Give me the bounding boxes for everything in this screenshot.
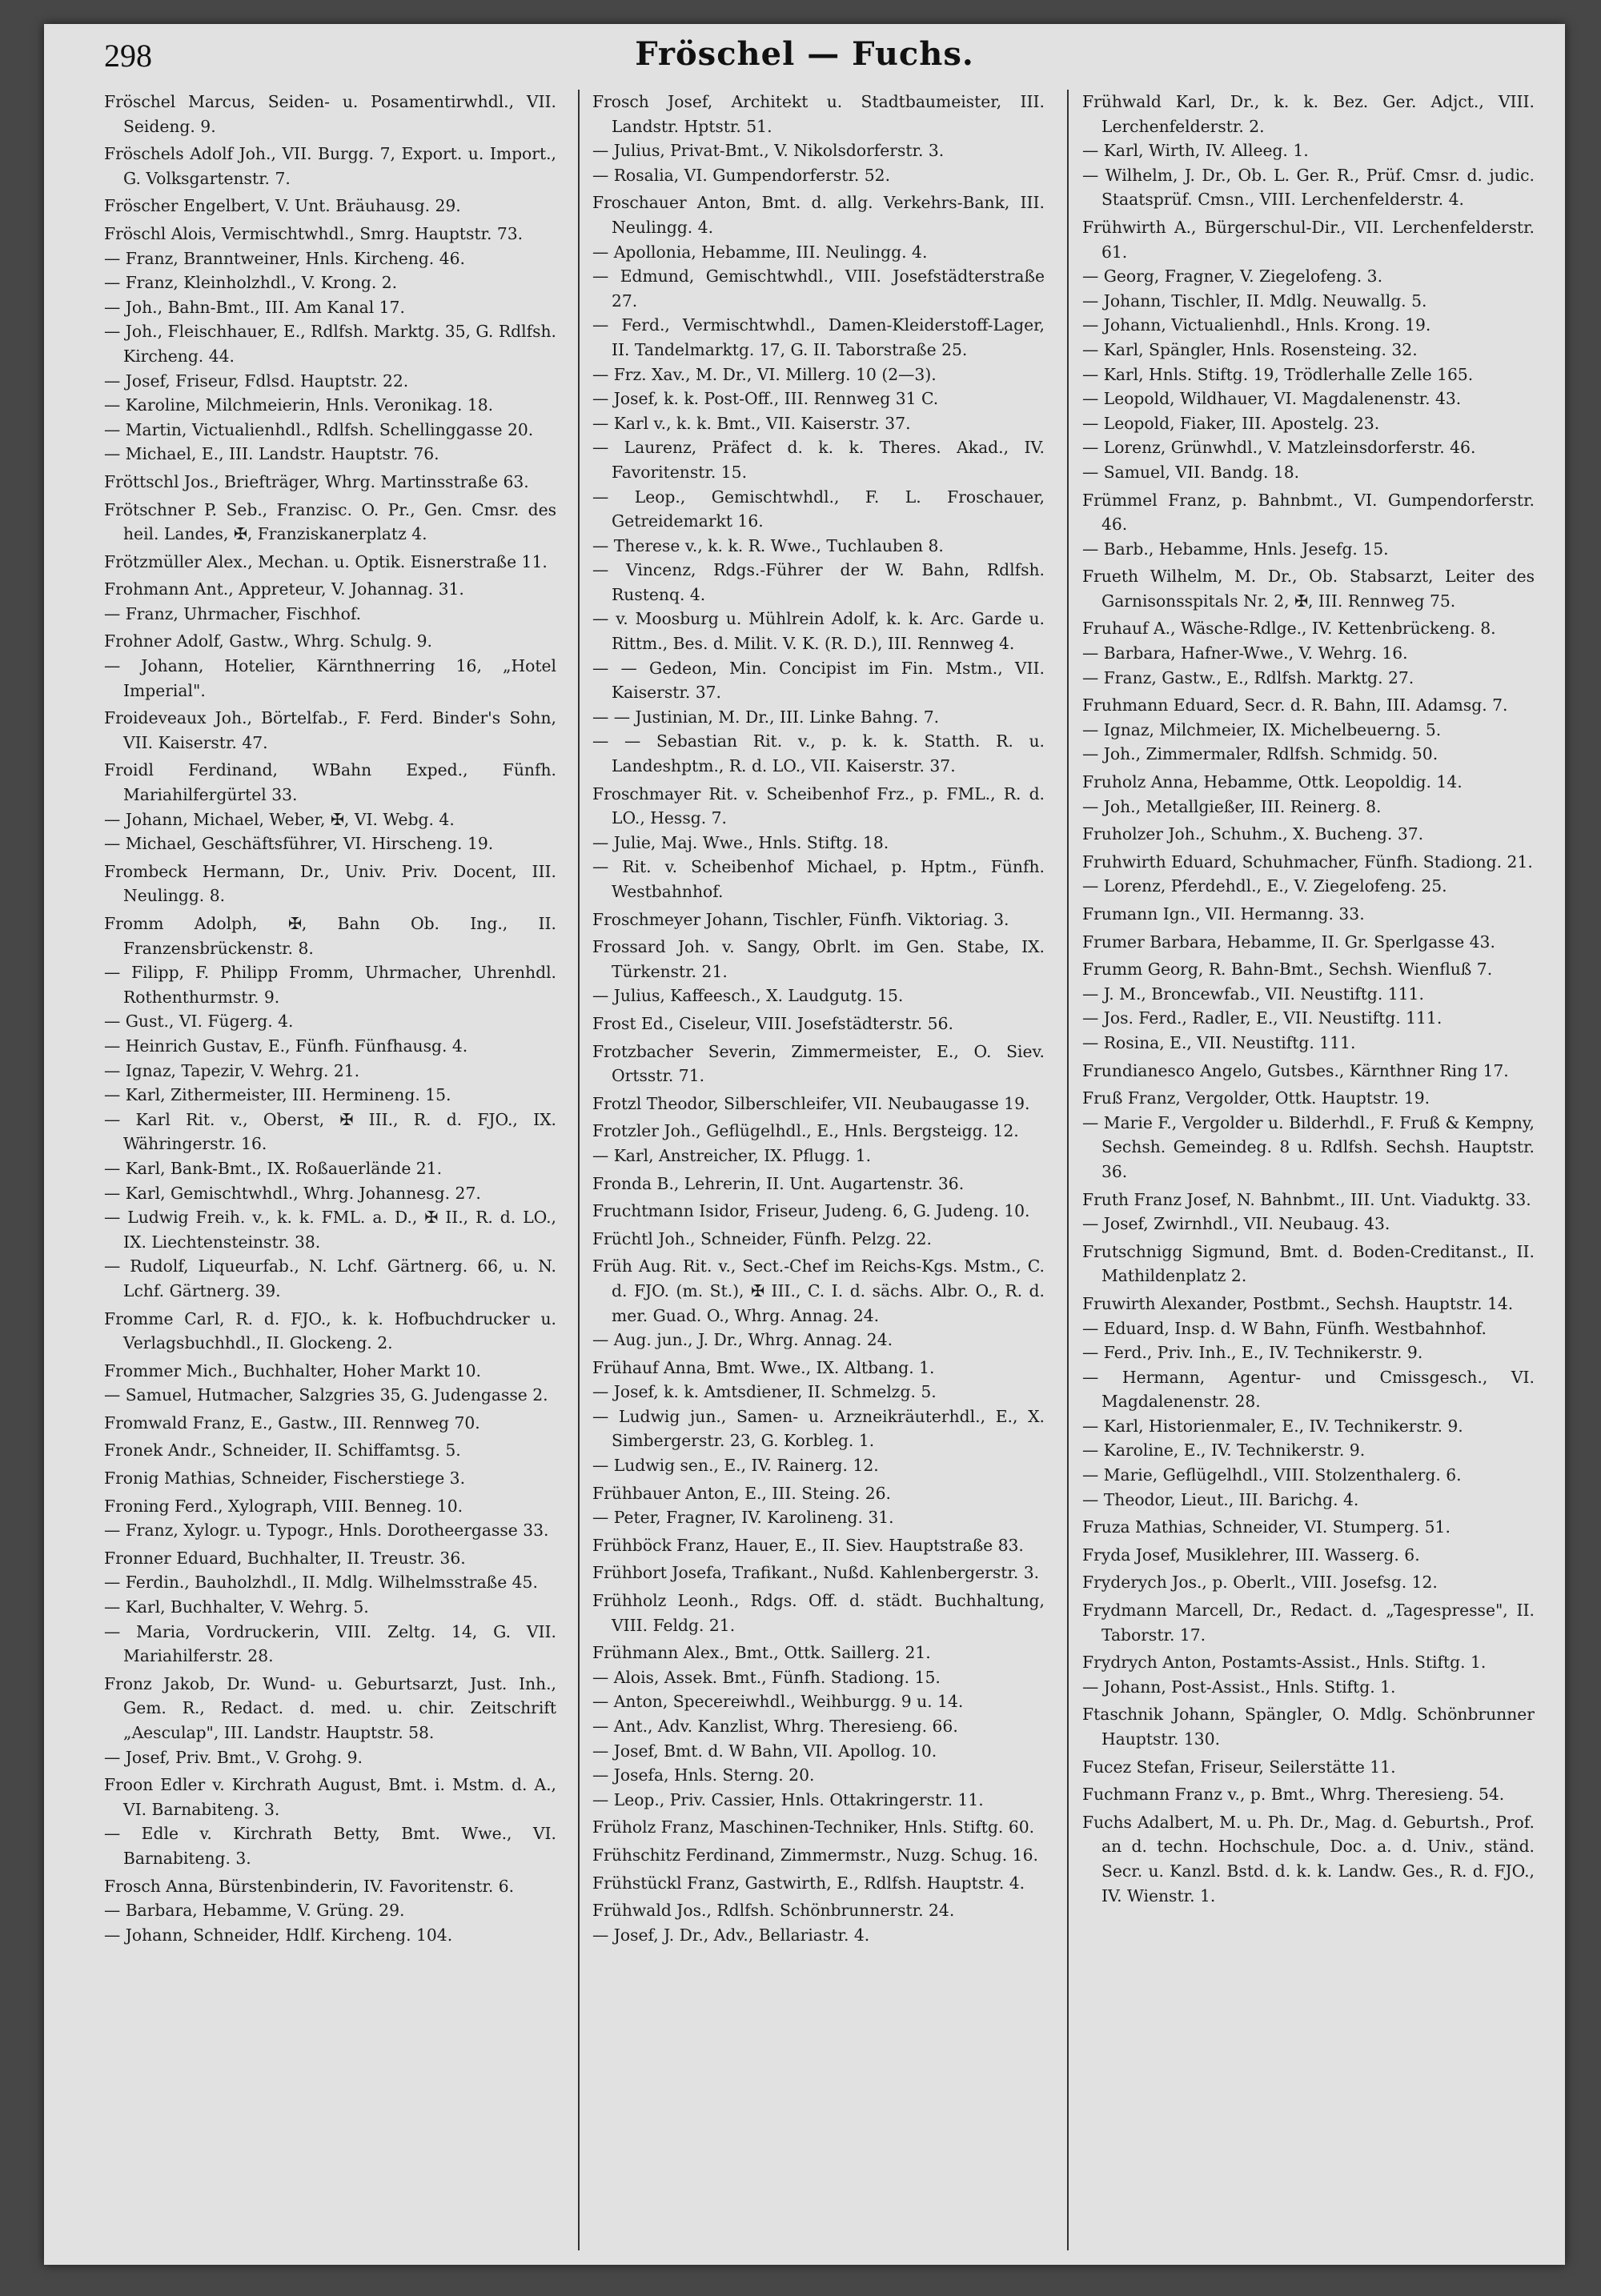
directory-entry: Frühauf Anna, Bmt. Wwe., IX. Altbang. 1.	[592, 1357, 935, 1377]
directory-subentry: — Franz, Kleinholzhdl., V. Krong. 2.	[104, 273, 398, 293]
directory-subentry: — Hermann, Agentur- und Cmissgesch., VI. Magdalenenstr. 28.	[1082, 1367, 1535, 1412]
directory-entry: Fronek Andr., Schneider, II. Schiffamtsg. 5.	[104, 1441, 461, 1461]
directory-subentry: — Edmund, Gemischtwhdl., VIII. Josefstädterstraße 27.	[592, 266, 1045, 311]
directory-entry: Frühböck Franz, Hauer, E., II. Siev. Hauptstraße 83.	[592, 1535, 1024, 1555]
column-rule	[578, 90, 580, 2250]
directory-entry: Frotzl Theodor, Silberschleifer, VII. Neubaugasse 19.	[592, 1093, 1030, 1113]
directory-subentry: — Eduard, Insp. d. W Bahn, Fünfh. Westbahnhof.	[1082, 1318, 1487, 1338]
directory-subentry: — Michael, Geschäftsführer, VI. Hirscheng. 19.	[104, 834, 494, 854]
directory-subentry: — Marie, Geflügelhdl., VIII. Stolzenthalerg. 6.	[1082, 1465, 1462, 1485]
directory-entry: Fröschel Marcus, Seiden- u. Posamentirwhdl., VII. Seideng. 9.	[104, 92, 556, 136]
directory-subentry: — Josef, Friseur, Fdlsd. Hauptstr. 22.	[104, 371, 409, 391]
directory-entry: Frotzler Joh., Geflügelhdl., E., Hnls. Bergsteigg. 12.	[592, 1121, 1019, 1141]
directory-entry: Frühwald Jos., Rdlfsh. Schönbrunnerstr. 24.	[592, 1901, 955, 1921]
directory-subentry: — Theodor, Lieut., III. Barichg. 4.	[1082, 1489, 1359, 1509]
directory-subentry: — Leopold, Wildhauer, VI. Magdalenenstr. 43.	[1082, 389, 1462, 409]
directory-subentry: — Karl, Buchhalter, V. Wehrg. 5.	[104, 1597, 369, 1617]
directory-subentry: — Laurenz, Präfect d. k. k. Theres. Akad., IV. Favoritenstr. 15.	[592, 438, 1045, 482]
directory-entry: Fruwirth Alexander, Postbmt., Sechsh. Hauptstr. 14.	[1082, 1293, 1514, 1313]
directory-entry: Frotzbacher Severin, Zimmermeister, E., O. Siev. Ortsstr. 71.	[592, 1041, 1045, 1086]
directory-entry: Frueth Wilhelm, M. Dr., Ob. Stabsarzt, Leiter des Garnisonsspitals Nr. 2, ✠, III. Rennweg 75.	[1082, 567, 1535, 611]
directory-subentry: — Therese v., k. k. R. Wwe., Tuchlauben 8.	[592, 535, 944, 555]
directory-subentry: — Franz, Branntweiner, Hnls. Kircheng. 46.	[104, 248, 465, 268]
directory-subentry: — Edle v. Kirchrath Betty, Bmt. Wwe., VI. Barnabiteng. 3.	[104, 1824, 556, 1868]
directory-subentry: — Martin, Victualienhdl., Rdlfsh. Schellinggasse 20.	[104, 419, 534, 439]
directory-subentry: — Rosina, E., VII. Neustiftg. 111.	[1082, 1032, 1356, 1052]
directory-entry: Fruhwirth Eduard, Schuhmacher, Fünfh. Stadiong. 21.	[1082, 851, 1533, 872]
directory-subentry: — Karoline, E., IV. Technikerstr. 9.	[1082, 1441, 1366, 1461]
directory-subentry: — Leop., Gemischtwhdl., F. L. Froschauer, Getreidemarkt 16.	[592, 487, 1045, 531]
directory-subentry: — Apollonia, Hebamme, III. Neulingg. 4.	[592, 242, 928, 262]
directory-subentry: — Barbara, Hebamme, V. Grüng. 29.	[104, 1901, 405, 1921]
directory-subentry: — Gust., VI. Fügerg. 4.	[104, 1012, 294, 1032]
directory-subentry: — Rudolf, Liqueurfab., N. Lchf. Gärtnerg. 66, u. N. Lchf. Gärtnerg. 39.	[104, 1256, 556, 1300]
directory-subentry: — Ignaz, Milchmeier, IX. Michelbeuerng. 5.	[1082, 719, 1442, 739]
directory-subentry: — Julius, Privat-Bmt., V. Nikolsdorferstr. 3.	[592, 141, 945, 161]
directory-entry: Froschmayer Rit. v. Scheibenhof Frz., p. FML., R. d. LO., Hessg. 7.	[592, 783, 1045, 828]
directory-subentry: — Joh., Metallgießer, III. Reinerg. 8.	[1082, 796, 1382, 816]
directory-entry: Fröschels Adolf Joh., VII. Burgg. 7, Export. u. Import., G. Volksgartenstr. 7.	[104, 144, 556, 188]
directory-subentry: — Lorenz, Grünwhdl., V. Matzleinsdorferstr. 46.	[1082, 438, 1476, 458]
directory-entry: Früh Aug. Rit. v., Sect.-Chef im Reichs-Kgs. Mstm., C. d. FJO. (m. St.), ✠ III., C. I. d. sächs. Albr. O., R. d. mer. Guad. O., Whrg. Annag. 24.	[592, 1256, 1045, 1325]
directory-subentry: — Alois, Assek. Bmt., Fünfh. Stadiong. 15.	[592, 1667, 941, 1687]
directory-subentry: — Karoline, Milchmeierin, Hnls. Veronikag. 18.	[104, 395, 494, 415]
directory-entry: Fruth Franz Josef, N. Bahnbmt., III. Unt. Viaduktg. 33.	[1082, 1189, 1531, 1209]
directory-entry: Froschauer Anton, Bmt. d. allg. Verkehrs-Bank, III. Neulingg. 4.	[592, 193, 1045, 237]
directory-subentry: — Karl Rit. v., Oberst, ✠ III., R. d. FJO., IX. Währingerstr. 16.	[104, 1109, 556, 1154]
directory-subentry: — Ferd., Vermischtwhdl., Damen-Kleiderstoff-Lager, II. Tandelmarktg. 17, G. II. Taborstraße 25.	[592, 315, 1045, 359]
directory-entry: Fronig Mathias, Schneider, Fischerstiege 3.	[104, 1469, 466, 1489]
directory-entry: Früchtl Joh., Schneider, Fünfh. Pelzg. 22.	[592, 1228, 932, 1248]
directory-subentry: — Filipp, F. Philipp Fromm, Uhrmacher, Uhrenhdl. Rothenthurmstr. 9.	[104, 963, 556, 1007]
directory-entry: Frümmel Franz, p. Bahnbmt., VI. Gumpendorferstr. 46.	[1082, 490, 1535, 535]
directory-entry: Frumer Barbara, Hebamme, II. Gr. Sperlgasse 43.	[1082, 932, 1495, 952]
directory-subentry: — Ant., Adv. Kanzlist, Whrg. Theresieng. 66.	[592, 1717, 958, 1736]
directory-subentry: — Frz. Xav., M. Dr., VI. Millerg. 10 (2—3).	[592, 364, 937, 384]
directory-subentry: — Rosalia, VI. Gumpendorferstr. 52.	[592, 165, 891, 185]
directory-subentry: — Karl, Hnls. Stiftg. 19, Trödlerhalle Zelle 165.	[1082, 364, 1474, 384]
directory-entry: Froschmeyer Johann, Tischler, Fünfh. Viktoriag. 3.	[592, 909, 1009, 929]
directory-entry: Fucez Stefan, Friseur, Seilerstätte 11.	[1082, 1757, 1396, 1777]
directory-subentry: — Josef, Priv. Bmt., V. Grohg. 9.	[104, 1747, 363, 1767]
directory-subentry: — Josefa, Hnls. Sterng. 20.	[592, 1765, 815, 1785]
directory-subentry: — J. M., Broncewfab., VII. Neustiftg. 111.	[1082, 984, 1424, 1004]
directory-entry: Frost Ed., Ciseleur, VIII. Josefstädterstr. 56.	[592, 1013, 953, 1033]
directory-subentry: — Ludwig jun., Samen- u. Arzneikräuterhdl., E., X. Simbergerstr. 23, G. Korbleg. 1.	[592, 1406, 1045, 1451]
directory-entry: Froning Ferd., Xylograph, VIII. Benneg. 10.	[104, 1496, 463, 1516]
directory-subentry: — Lorenz, Pferdehdl., E., V. Ziegelofeng. 25.	[1082, 876, 1447, 896]
directory-entry: Frumann Ign., VII. Hermanng. 33.	[1082, 904, 1365, 924]
directory-subentry: — Johann, Tischler, II. Mdlg. Neuwallg. 5.	[1082, 291, 1427, 311]
column-2	[592, 90, 1045, 2250]
directory-entry: Fruholz Anna, Hebamme, Ottk. Leopoldig. 14.	[1082, 772, 1463, 792]
directory-subentry: — Franz, Gastw., E., Rdlfsh. Marktg. 27.	[1082, 667, 1414, 687]
directory-subentry: — — Justinian, M. Dr., III. Linke Bahng. 7.	[592, 707, 940, 727]
directory-entry: Frühschitz Ferdinand, Zimmermstr., Nuzg. Schug. 16.	[592, 1845, 1038, 1865]
directory-subentry: — Karl v., k. k. Bmt., VII. Kaiserstr. 37.	[592, 413, 911, 433]
directory-subentry: — Aug. jun., J. Dr., Whrg. Annag. 24.	[592, 1330, 893, 1350]
directory-subentry: — Marie F., Vergolder u. Bilderhdl., F. Fruß & Kempny, Sechsh. Gemeindeg. 8 u. Rdlfsh. Sechsh. Hauptstr. 36.	[1082, 1112, 1535, 1181]
directory-subentry: — Leop., Priv. Cassier, Hnls. Ottakringerstr. 11.	[592, 1789, 984, 1809]
directory-subentry: — Samuel, VII. Bandg. 18.	[1082, 462, 1300, 482]
directory-subentry: — Leopold, Fiaker, III. Apostelg. 23.	[1082, 413, 1380, 433]
directory-entry: Fröttschl Jos., Briefträger, Whrg. Martinsstraße 63.	[104, 471, 529, 491]
directory-subentry: — Ludwig Freih. v., k. k. FML. a. D., ✠ II., R. d. LO., IX. Liechtensteinstr. 38.	[104, 1208, 556, 1252]
directory-subentry: — Joh., Bahn-Bmt., III. Am Kanal 17.	[104, 297, 405, 317]
directory-entry: Fryderych Jos., p. Oberlt., VIII. Josefsg. 12.	[1082, 1573, 1438, 1593]
directory-entry: Frydmann Marcell, Dr., Redact. d. „Tagespresse", II. Taborstr. 17.	[1082, 1601, 1535, 1645]
directory-subentry: — Julius, Kaffeesch., X. Laudgutg. 15.	[592, 986, 904, 1006]
directory-entry: Fruhmann Eduard, Secr. d. R. Bahn, III. Adamsg. 7.	[1082, 695, 1508, 715]
directory-subentry: — Michael, E., III. Landstr. Hauptstr. 76.	[104, 444, 439, 464]
page-header	[44, 30, 1565, 86]
directory-subentry: — Georg, Fragner, V. Ziegelofeng. 3.	[1082, 266, 1383, 286]
directory-entry: Frühwirth A., Bürgerschul-Dir., VII. Lerchenfelderstr. 61.	[1082, 217, 1535, 262]
directory-subentry: — Karl, Historienmaler, E., IV. Technikerstr. 9.	[1082, 1416, 1463, 1436]
directory-subentry: — Anton, Specereiwhdl., Weihburgg. 9 u. 14.	[592, 1692, 964, 1712]
directory-subentry: — Karl, Wirth, IV. Alleeg. 1.	[1082, 141, 1309, 161]
directory-entry: Fromwald Franz, E., Gastw., III. Rennweg 70.	[104, 1412, 480, 1432]
directory-entry: Frühbort Josefa, Trafikant., Nußd. Kahlenbergerstr. 3.	[592, 1563, 1040, 1583]
directory-subentry: — Josef, k. k. Amtsdiener, II. Schmelzg. 5.	[592, 1382, 937, 1402]
directory-entry: Fröscher Engelbert, V. Unt. Bräuhausg. 29.	[104, 196, 461, 216]
directory-subentry: — Julie, Maj. Wwe., Hnls. Stiftg. 18.	[592, 832, 889, 852]
directory-entry: Frundianesco Angelo, Gutsbes., Kärnthner Ring 17.	[1082, 1060, 1509, 1080]
directory-subentry: — Vincenz, Rdgs.-Führer der W. Bahn, Rdlfsh. Rustenq. 4.	[592, 560, 1045, 604]
directory-subentry: — — Gedeon, Min. Concipist im Fin. Mstm., VII. Kaiserstr. 37.	[592, 658, 1045, 703]
directory-entry: Fronda B., Lehrerin, II. Unt. Augartenstr. 36.	[592, 1173, 965, 1193]
directory-subentry: — Johann, Michael, Weber, ✠, VI. Webg. 4.	[104, 809, 455, 829]
directory-subentry: — Joh., Zimmermaler, Rdlfsh. Schmidg. 50.	[1082, 744, 1438, 764]
directory-subentry: — Johann, Hotelier, Kärnthnerring 16, „Hotel Imperial".	[104, 656, 556, 700]
directory-entry: Fryda Josef, Musiklehrer, III. Wasserg. 6.	[1082, 1545, 1420, 1565]
directory-subentry: — — Sebastian Rit. v., p. k. k. Statth. R. u. Landeshptm., R. d. LO., VII. Kaiserstr. 37.	[592, 731, 1045, 776]
directory-subentry: — Barbara, Hafner-Wwe., V. Wehrg. 16.	[1082, 643, 1408, 663]
directory-entry: Frombeck Hermann, Dr., Univ. Priv. Docent, III. Neulingg. 8.	[104, 861, 556, 906]
directory-entry: Fruholzer Joh., Schuhm., X. Bucheng. 37.	[1082, 824, 1424, 844]
directory-entry: Fruza Mathias, Schneider, VI. Stumperg. 51.	[1082, 1517, 1451, 1537]
directory-subentry: — Peter, Fragner, IV. Karolineng. 31.	[592, 1508, 894, 1528]
directory-subentry: — Karl, Anstreicher, IX. Pflugg. 1.	[592, 1145, 872, 1165]
directory-subentry: — Ferdin., Bauholzhdl., II. Mdlg. Wilhelmsstraße 45.	[104, 1573, 538, 1593]
page-number: 298	[104, 38, 152, 74]
directory-subentry: — Wilhelm, J. Dr., Ob. L. Ger. R., Prüf. Cmsr. d. judic. Staatsprüf. Cmsn., VIII. Lerchenfelderstr. 4.	[1082, 165, 1535, 210]
directory-entry: Frommer Mich., Buchhalter, Hoher Markt 10.	[104, 1360, 481, 1380]
directory-subentry: — Joh., Fleischhauer, E., Rdlfsh. Marktg. 35, G. Rdlfsh. Kircheng. 44.	[104, 322, 556, 366]
directory-subentry: — Josef, k. k. Post-Off., III. Rennweg 31 C.	[592, 389, 939, 409]
directory-subentry: — Karl, Zithermeister, III. Hermineng. 15.	[104, 1085, 451, 1105]
directory-subentry: — Franz, Xylogr. u. Typogr., Hnls. Dorotheergasse 33.	[104, 1521, 549, 1541]
directory-entry: Frühholz Leonh., Rdgs. Off. d. städt. Buchhaltung, VIII. Feldg. 21.	[592, 1591, 1045, 1635]
directory-entry: Fronner Eduard, Buchhalter, II. Treustr. 36.	[104, 1548, 466, 1568]
directory-entry: Fronz Jakob, Dr. Wund- u. Geburtsarzt, Just. Inh., Gem. R., Redact. d. med. u. chir. Zeitschrift „Aesculap", III. Landstr. Hauptstr. 58.	[104, 1673, 556, 1742]
directory-entry: Frydrych Anton, Postamts-Assist., Hnls. Stiftg. 1.	[1082, 1653, 1487, 1673]
column-3	[1082, 90, 1535, 2250]
directory-entry: Frosch Anna, Bürstenbinderin, IV. Favoritenstr. 6.	[104, 1876, 515, 1896]
column-rule	[1067, 90, 1069, 2250]
directory-entry: Frühbauer Anton, E., III. Steing. 26.	[592, 1483, 891, 1503]
directory-columns	[104, 90, 1535, 2250]
directory-entry: Ftaschnik Johann, Spängler, O. Mdlg. Schönbrunner Hauptstr. 130.	[1082, 1705, 1535, 1749]
directory-entry: Frosch Josef, Architekt u. Stadtbaumeister, III. Landstr. Hptstr. 51.	[592, 92, 1045, 136]
directory-subentry: — Johann, Post-Assist., Hnls. Stiftg. 1.	[1082, 1677, 1396, 1697]
directory-entry: Froon Edler v. Kirchrath August, Bmt. i. Mstm. d. A., VI. Barnabiteng. 3.	[104, 1775, 556, 1819]
directory-entry: Frötschner P. Seb., Franzisc. O. Pr., Gen. Cmsr. des heil. Landes, ✠, Franziskanerplatz 4.	[104, 499, 556, 544]
directory-entry: Fromme Carl, R. d. FJO., k. k. Hofbuchdrucker u. Verlagsbuchhdl., II. Glockeng. 2.	[104, 1308, 556, 1353]
directory-subentry: — Jos. Ferd., Radler, E., VII. Neustiftg. 111.	[1082, 1008, 1443, 1028]
directory-subentry: — Karl, Bank-Bmt., IX. Roßauerlände 21.	[104, 1158, 443, 1178]
directory-entry: Froideveaux Joh., Börtelfab., F. Ferd. Binder's Sohn, VII. Kaiserstr. 47.	[104, 708, 556, 752]
directory-entry: Frohmann Ant., Appreteur, V. Johannag. 31.	[104, 579, 464, 599]
directory-entry: Frohner Adolf, Gastw., Whrg. Schulg. 9.	[104, 631, 432, 651]
directory-subentry: — Josef, Zwirnhdl., VII. Neubaug. 43.	[1082, 1214, 1390, 1234]
directory-entry: Fuchs Adalbert, M. u. Ph. Dr., Mag. d. Geburtsh., Prof. an d. techn. Hochschule, Doc. a. d. Univ., ständ. Secr. u. Kanzl. Bstd. d. k. k. Landw. Ges., R. d. FJO., IV. Wienstr. 1.	[1082, 1812, 1535, 1905]
directory-subentry: — Franz, Uhrmacher, Fischhof.	[104, 603, 362, 623]
directory-entry: Fuchmann Franz v., p. Bmt., Whrg. Theresieng. 54.	[1082, 1785, 1505, 1805]
directory-subentry: — Ludwig sen., E., IV. Rainerg. 12.	[592, 1456, 879, 1476]
directory-subentry: — Heinrich Gustav, E., Fünfh. Fünfhausg. 4.	[104, 1036, 468, 1056]
directory-entry: Fröschl Alois, Vermischtwhdl., Smrg. Hauptstr. 73.	[104, 223, 524, 243]
directory-subentry: — Karl, Gemischtwhdl., Whrg. Johannesg. 27.	[104, 1183, 481, 1203]
running-head: Fröschel — Fuchs.	[635, 35, 974, 73]
directory-entry: Frötzmüller Alex., Mechan. u. Optik. Eisnerstraße 11.	[104, 551, 548, 571]
directory-subentry: — Barb., Hebamme, Hnls. Jesefg. 15.	[1082, 539, 1389, 559]
directory-subentry: — Josef, J. Dr., Adv., Bellariastr. 4.	[592, 1925, 870, 1945]
directory-subentry: — Ignaz, Tapezir, V. Wehrg. 21.	[104, 1060, 360, 1080]
directory-subentry: — Johann, Victualienhdl., Hnls. Krong. 19.	[1082, 315, 1431, 335]
directory-entry: Fruß Franz, Vergolder, Ottk. Hauptstr. 19.	[1082, 1088, 1430, 1108]
directory-entry: Frossard Joh. v. Sangy, Obrlt. im Gen. Stabe, IX. Türkenstr. 21.	[592, 937, 1045, 981]
directory-subentry: — v. Moosburg u. Mühlrein Adolf, k. k. Arc. Garde u. Rittm., Bes. d. Milit. V. K. (R. D.), III. Rennweg 4.	[592, 609, 1045, 654]
directory-entry: Fruhauf A., Wäsche-Rdlge., IV. Kettenbrückeng. 8.	[1082, 619, 1496, 639]
directory-entry: Fruchtmann Isidor, Friseur, Judeng. 6, G. Judeng. 10.	[592, 1201, 1030, 1221]
directory-entry: Fromm Adolph, ✠, Bahn Ob. Ing., II. Franzensbrückenstr. 8.	[104, 914, 556, 958]
directory-entry: Frumm Georg, R. Bahn-Bmt., Sechsh. Wienfluß 7.	[1082, 960, 1493, 980]
column-1	[104, 90, 556, 2250]
directory-entry: Frühmann Alex., Bmt., Ottk. Saillerg. 21.	[592, 1643, 931, 1663]
directory-entry: Frühstückl Franz, Gastwirth, E., Rdlfsh. Hauptstr. 4.	[592, 1873, 1025, 1893]
directory-entry: Früholz Franz, Maschinen-Techniker, Hnls. Stiftg. 60.	[592, 1817, 1035, 1837]
directory-entry: Frutschnigg Sigmund, Bmt. d. Boden-Creditanst., II. Mathildenplatz 2.	[1082, 1241, 1535, 1286]
directory-subentry: — Rit. v. Scheibenhof Michael, p. Hptm., Fünfh. Westbahnhof.	[592, 857, 1045, 901]
directory-subentry: — Ferd., Priv. Inh., E., IV. Technikerstr. 9.	[1082, 1343, 1423, 1363]
directory-subentry: — Johann, Schneider, Hdlf. Kircheng. 104.	[104, 1925, 453, 1945]
directory-page	[44, 24, 1565, 2265]
directory-subentry: — Josef, Bmt. d. W Bahn, VII. Apollog. 10.	[592, 1741, 937, 1761]
directory-subentry: — Samuel, Hutmacher, Salzgries 35, G. Judengasse 2.	[104, 1385, 548, 1405]
directory-entry: Froidl Ferdinand, WBahn Exped., Fünfh. Mariahilfergürtel 33.	[104, 760, 556, 805]
directory-subentry: — Karl, Spängler, Hnls. Rosensteing. 32.	[1082, 339, 1418, 359]
directory-subentry: — Maria, Vordruckerin, VIII. Zeltg. 14, G. VII. Mariahilferstr. 28.	[104, 1621, 556, 1666]
directory-entry: Frühwald Karl, Dr., k. k. Bez. Ger. Adjct., VIII. Lerchenfelderstr. 2.	[1082, 92, 1535, 136]
